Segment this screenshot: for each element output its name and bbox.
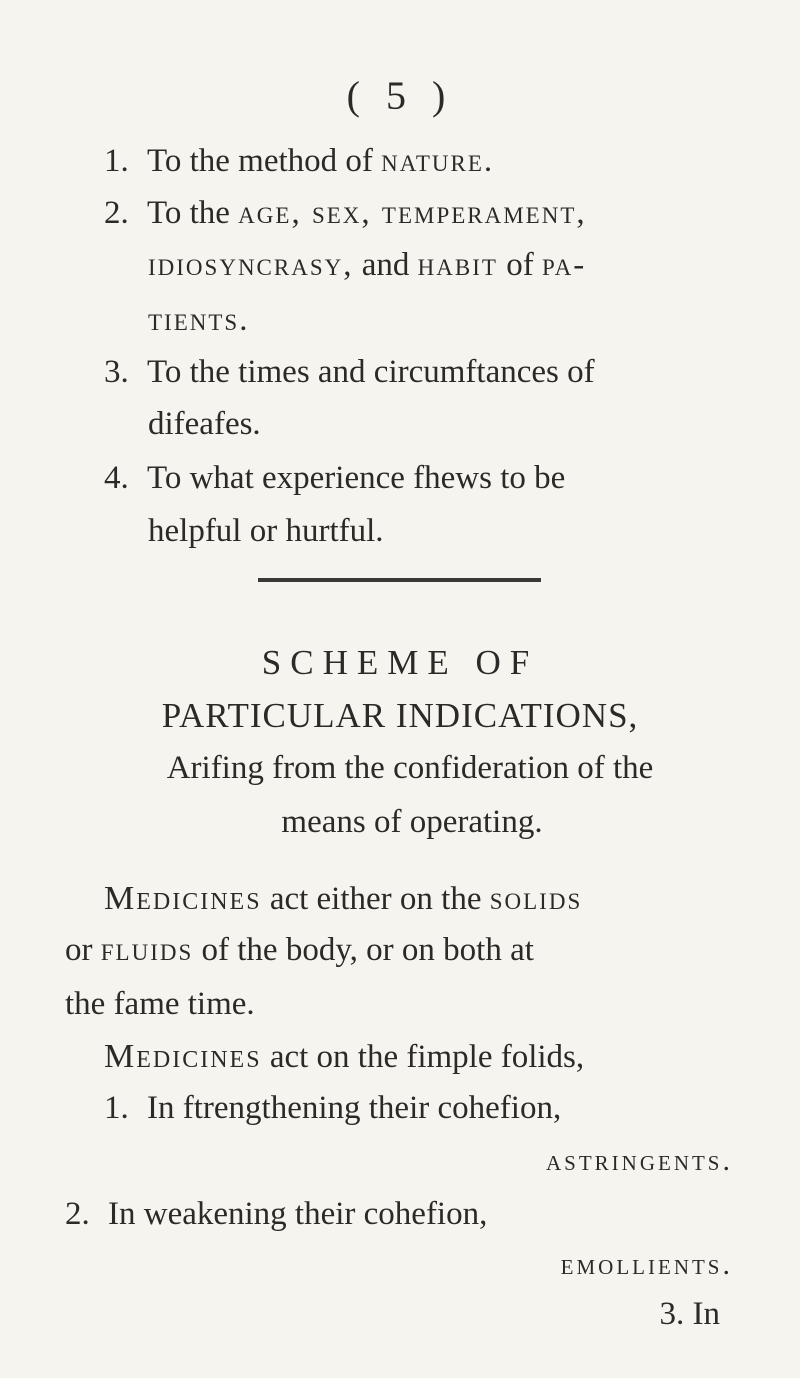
- paragraph-text: of the body, or on both at: [193, 932, 534, 968]
- item-number: 2.: [104, 195, 129, 231]
- item-text: In weakening their cohefion,: [108, 1196, 488, 1232]
- item-text: In ftrengthening their cohefion,: [147, 1090, 562, 1126]
- list-item-2-line-3: [148, 304, 249, 337]
- paragraph-1-line-3: [65, 988, 255, 1021]
- item-text: and: [353, 247, 418, 283]
- item-term: tients.: [148, 302, 250, 338]
- sublist-item-1: [104, 1092, 561, 1125]
- item-number: 1.: [104, 143, 129, 179]
- item-number: 3.: [104, 354, 129, 390]
- item-text: To what experience fhews to be: [147, 460, 566, 496]
- lead-word: Medicines: [104, 880, 262, 917]
- item-text: of: [497, 247, 542, 283]
- paragraph-text: or: [65, 932, 101, 968]
- paragraph-1-line-2: [65, 934, 534, 967]
- page-number: ( 5 ): [346, 73, 454, 118]
- list-item-3: [104, 356, 595, 389]
- sublist-item-2: [65, 1198, 487, 1231]
- item-number: 1.: [104, 1090, 129, 1126]
- paragraph-2: [104, 1040, 584, 1074]
- paragraph-text: act either on the: [261, 881, 490, 917]
- section-subheading-line-2: means of operating.: [281, 804, 543, 840]
- section-heading-line-2: PARTICULAR INDICATIONS,: [161, 696, 639, 735]
- item-text: To the times and circumftances of: [147, 354, 595, 390]
- section-heading-line-1: SCHEME OF: [261, 643, 539, 682]
- item-text: helpful or hurtful.: [148, 513, 384, 549]
- section-subheading-line-1: Arifing from the confideration of the: [166, 750, 654, 786]
- item-term: age, sex, temperament,: [238, 195, 587, 231]
- item-term: idiosyncrasy,: [148, 247, 354, 283]
- lead-word: Medicines: [104, 1038, 262, 1075]
- paragraph-1-line-1: [104, 882, 582, 916]
- sublist-item-1-label: astringents.: [545, 1144, 733, 1177]
- item-term: habit: [417, 247, 498, 283]
- sublist-item-2-label: emollients.: [560, 1248, 733, 1281]
- list-item-4-line-2: [148, 515, 384, 548]
- paragraph-term: solids: [489, 881, 583, 917]
- item-text: difeafes.: [148, 406, 261, 442]
- list-item-2-line-2: [148, 249, 586, 282]
- paragraph-term: fluids: [100, 932, 194, 968]
- list-item-4: [104, 462, 565, 495]
- item-text: To the method of: [147, 143, 382, 179]
- item-number: 4.: [104, 460, 129, 496]
- list-item-1: [104, 145, 494, 178]
- section-divider: [258, 578, 541, 582]
- item-term: nature.: [381, 143, 495, 179]
- item-term: pa-: [541, 247, 587, 283]
- paragraph-text: the fame time.: [65, 986, 255, 1022]
- catchword: 3. In: [659, 1296, 720, 1332]
- list-item-2: [104, 197, 587, 230]
- paragraph-text: act on the fimple folids,: [261, 1039, 585, 1075]
- item-number: 2.: [65, 1196, 90, 1232]
- item-text: To the: [147, 195, 239, 231]
- list-item-3-line-2: [148, 408, 261, 441]
